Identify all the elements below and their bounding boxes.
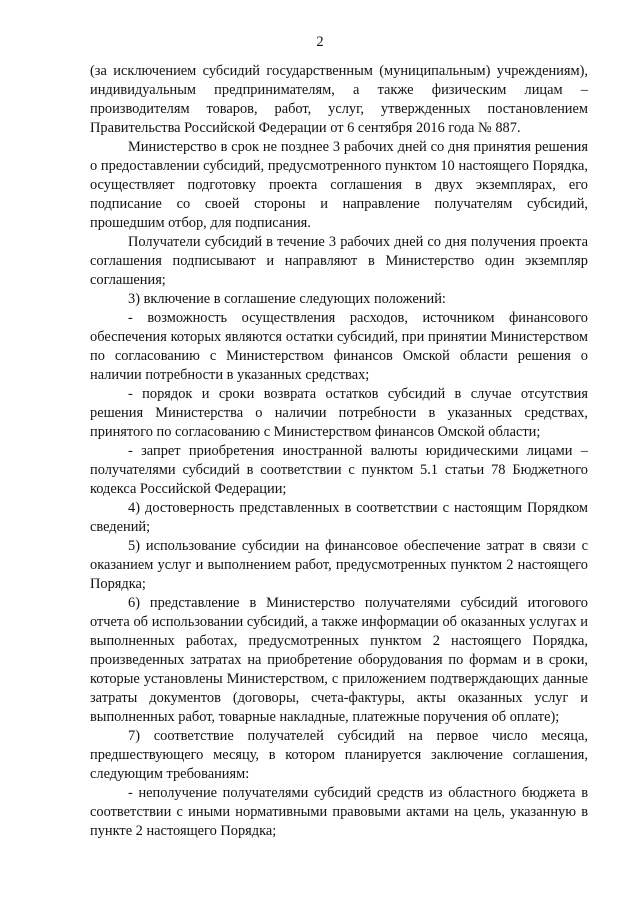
list-item-3: 3) включение в соглашение следующих положений: bbox=[128, 291, 446, 307]
page-number: 2 bbox=[316, 34, 324, 50]
paragraph-recipients-signing: Получатели субсидий в течение 3 рабочих дней со дня получения проекта соглашения подписывают и направляют в Министерство один экземпляр соглашения; bbox=[90, 234, 588, 288]
sub-item-expenses: - возможность осуществления расходов, источником финансового обеспечения которых являются остатки субсидий, при принятии Министерством по согласованию с Министерством финансов Омской области решения о наличии потребности в указанных средствах; bbox=[90, 310, 588, 383]
sub-item-refund: - порядок и сроки возврата остатков субсидий в случае отсутствия решения Министерства о наличии потребности в указанных средствах, принятого по согласованию с Министерством финансов Омской области; bbox=[90, 386, 588, 440]
list-item-5: 5) использование субсидии на финансовое обеспечение затрат в связи с оказанием услуг и выполнением работ, предусмотренных пунктом 2 настоящего Порядка; bbox=[90, 538, 588, 592]
list-item-7: 7) соответствие получателей субсидий на первое число месяца, предшествующего месяцу, в котором планируется заключение соглашения, следующим требованиям: bbox=[90, 728, 588, 782]
paragraph-ministry-agreement: Министерство в срок не позднее 3 рабочих дней со дня принятия решения о предоставлении субсидий, предусмотренного пунктом 10 настоящего Порядка, осуществляет подготовку проекта соглашения в двух экземплярах, его подписание со своей стороны и направление получателям субсидий, прошедшим отбор, для подписания. bbox=[90, 139, 588, 231]
list-item-4: 4) достоверность представленных в соответствии с настоящим Порядком сведений; bbox=[90, 500, 588, 535]
sub-item-currency-ban: - запрет приобретения иностранной валюты юридическими лицами – получателями субсидий в соответствии с пунктом 5.1 статьи 78 Бюджетного кодекса Российской Федерации; bbox=[90, 443, 588, 497]
document-body bbox=[90, 62, 588, 841]
sub-item-no-other-funds: - неполучение получателями субсидий средств из областного бюджета в соответствии с иными нормативными правовыми актами на цель, указанную в пункте 2 настоящего Порядка; bbox=[90, 785, 588, 839]
list-item-6: 6) представление в Министерство получателями субсидий итогового отчета об использовании субсидий, а также информации об оказанных услугах и выполненных работах, предусмотренных пунктом 2 настоящего Порядка, произведенных затратах на приобретение оборудования по формам и в сроки, которые установлены Министерством, с приложением подтверждающих данные затраты документов (договоры, счета-фактуры, акты оказанных услуг и выполненных работ, товарные накладные, платежные поручения об оплате); bbox=[90, 595, 588, 725]
paragraph-continuation: (за исключением субсидий государственным (муниципальным) учреждениям), индивидуальным предпринимателям, а также физическим лицам – производителям товаров, работ, услуг, утвержденных постановлением Правительства Российской Федерации от 6 сентября 2016 года № 887. bbox=[90, 63, 588, 136]
